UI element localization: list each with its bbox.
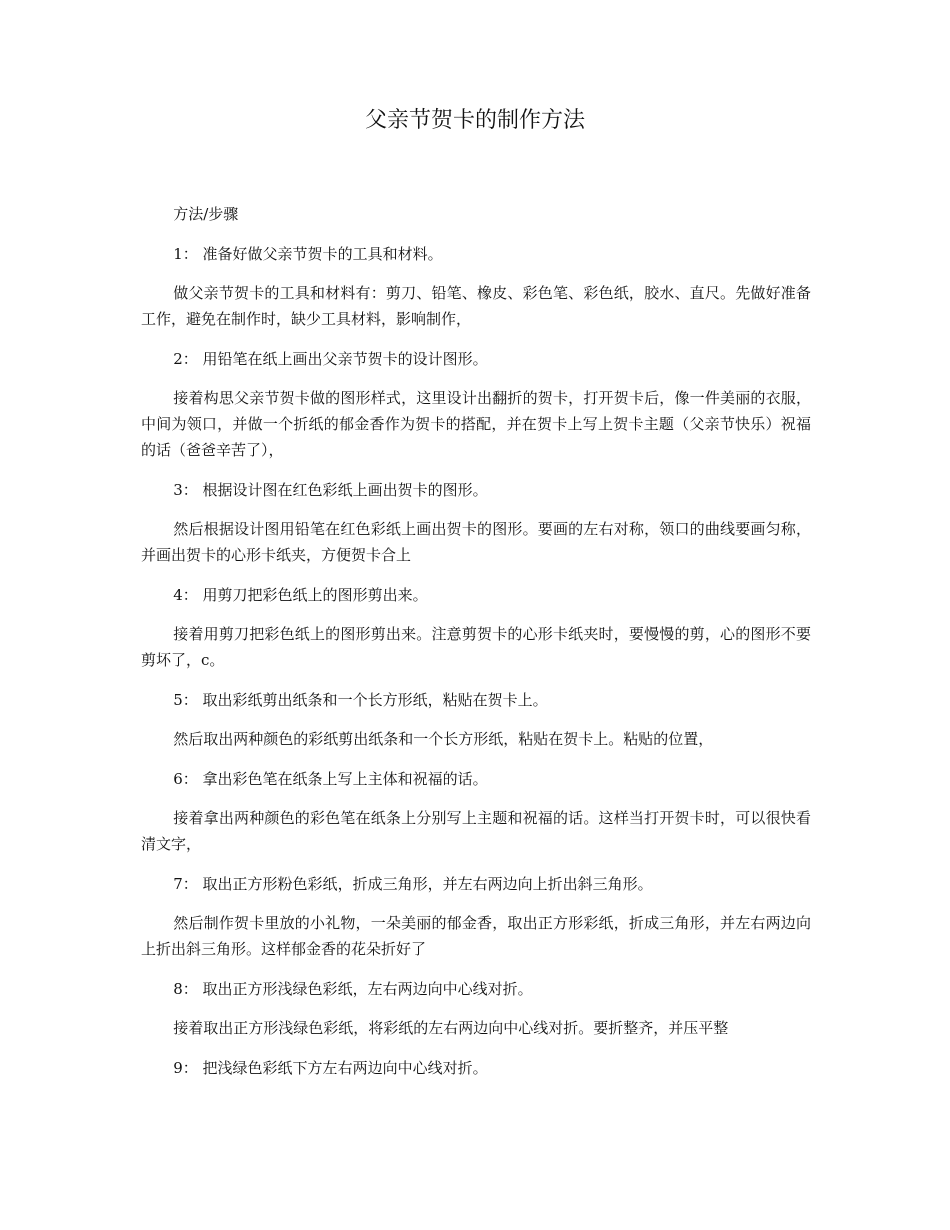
step-heading-1: 1： 准备好做父亲节贺卡的工具和材料。 bbox=[173, 245, 443, 263]
step-heading-7: 7： 取出正方形粉色彩纸，折成三角形，并左右两边向上折出斜三角形。 bbox=[173, 875, 653, 893]
step-heading-3: 3： 根据设计图在红色彩纸上画出贺卡的图形。 bbox=[173, 481, 488, 499]
step-description-2: 接着构思父亲节贺卡做的图形样式，这里设计出翻折的贺卡，打开贺卡后，像一件美丽的衣服，中间为领口，并做一个折纸的郁金香作为贺卡的搭配，并在贺卡上写上贺卡主题（父亲节快乐）祝福的话（爸爸辛苦了）， bbox=[141, 389, 811, 459]
step-description-5: 然后取出两种颜色的彩纸剪出纸条和一个长方形纸，粘贴在贺卡上。粘贴的位置， bbox=[173, 730, 714, 748]
step-heading-2: 2： 用铅笔在纸上画出父亲节贺卡的设计图形。 bbox=[173, 350, 488, 368]
step-description-4: 接着用剪刀把彩色纸上的图形剪出来。注意剪贺卡的心形卡纸夹时，要慢慢的剪，心的图形不要剪坏了，c。 bbox=[141, 625, 811, 669]
document-body bbox=[141, 201, 811, 1094]
document-title: 父亲节贺卡的制作方法 bbox=[364, 108, 585, 133]
step-heading-9: 9： 把浅绿色彩纸下方左右两边向中心线对折。 bbox=[173, 1059, 488, 1077]
section-heading: 方法/步骤 bbox=[173, 205, 239, 223]
step-description-7: 然后制作贺卡里放的小礼物，一朵美丽的郁金香，取出正方形彩纸，折成三角形，并左右两边向上折出斜三角形。这样郁金香的花朵折好了 bbox=[141, 914, 811, 958]
step-description-8: 接着取出正方形浅绿色彩纸，将彩纸的左右两边向中心线对折。要折整齐，并压平整 bbox=[173, 1019, 729, 1037]
step-description-6: 接着拿出两种颜色的彩色笔在纸条上分别写上主题和祝福的话。这样当打开贺卡时，可以很快看清文字， bbox=[141, 809, 811, 853]
step-heading-4: 4： 用剪刀把彩色纸上的图形剪出来。 bbox=[173, 586, 428, 604]
step-description-3: 然后根据设计图用铅笔在红色彩纸上画出贺卡的图形。要画的左右对称，领口的曲线要画匀称，并画出贺卡的心形卡纸夹，方便贺卡合上 bbox=[141, 520, 811, 564]
step-description-1: 做父亲节贺卡的工具和材料有：剪刀、铅笔、橡皮、彩色笔、彩色纸，胶水、直尺。先做好准备工作，避免在制作时，缺少工具材料，影响制作， bbox=[141, 284, 811, 328]
step-heading-8: 8： 取出正方形浅绿色彩纸，左右两边向中心线对折。 bbox=[173, 980, 533, 998]
step-heading-6: 6： 拿出彩色笔在纸条上写上主体和祝福的话。 bbox=[173, 770, 488, 788]
step-heading-5: 5： 取出彩纸剪出纸条和一个长方形纸，粘贴在贺卡上。 bbox=[173, 691, 548, 709]
